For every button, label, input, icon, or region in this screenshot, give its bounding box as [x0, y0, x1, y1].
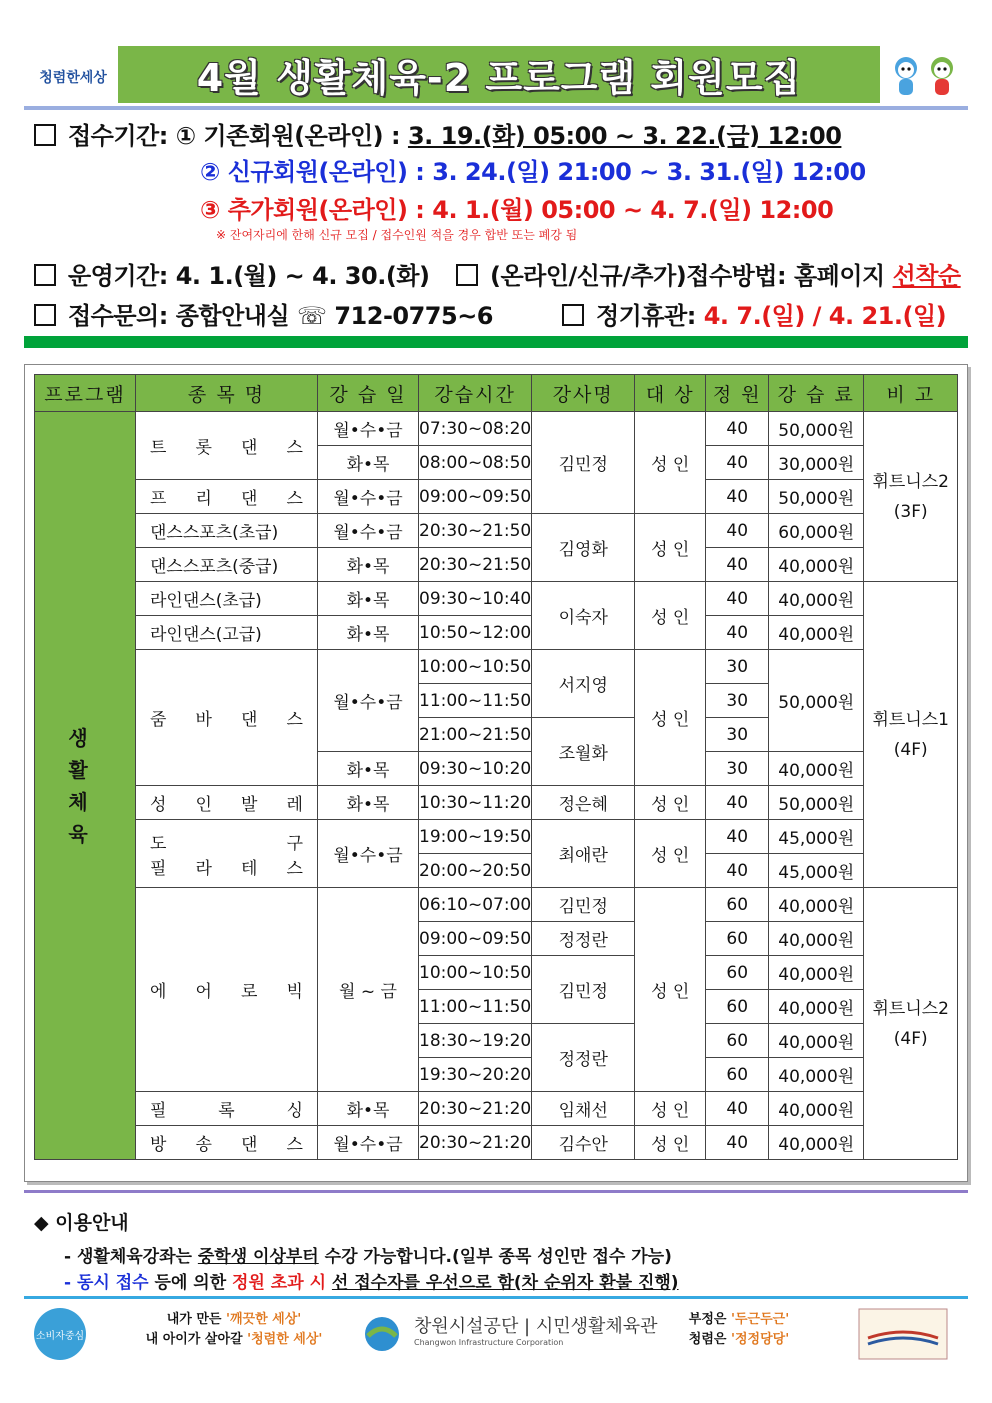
name-char: 줌 — [150, 710, 167, 730]
program-name — [136, 705, 317, 730]
program-name-cell — [136, 786, 318, 820]
op-period: 4. 1.(월) ~ 4. 30.(화) — [175, 262, 430, 290]
inquiry-label: 접수문의: — [68, 302, 168, 330]
fee-cell: 40,000원 — [769, 1024, 864, 1058]
table-row — [35, 412, 958, 446]
reg-3-num: ③ — [200, 196, 220, 224]
checkbox-icon — [34, 304, 56, 326]
name-char: 라 — [195, 858, 212, 879]
title-banner — [118, 46, 880, 103]
program-name — [136, 977, 317, 1002]
slogan-left — [134, 1310, 334, 1350]
method-value: 홈페이지 — [793, 262, 885, 290]
fee-cell: 50,000원 — [769, 650, 864, 752]
closed-value: 4. 7.(일) / 4. 21.(일) — [703, 302, 947, 330]
fee-cell: 45,000원 — [769, 820, 864, 854]
time-cell: 20:30~21:20 — [419, 1092, 532, 1126]
fee-cell: 40,000원 — [769, 616, 864, 650]
table-row — [35, 1092, 958, 1126]
guide-text-blue: 동시 접수 — [76, 1273, 149, 1293]
fee-cell: 40,000원 — [769, 752, 864, 786]
teacher-cell: 임채선 — [532, 1092, 635, 1126]
colon: : — [415, 158, 425, 186]
org-name: 창원시설공단 | 시민생활체육관 — [414, 1316, 658, 1337]
day-cell: 화•목 — [318, 446, 419, 480]
name-char: 댄스스포츠(초급) — [150, 523, 279, 543]
col-header: 프로그램 — [35, 375, 136, 412]
teacher-cell: 정은혜 — [532, 786, 635, 820]
name-char: 스 — [286, 858, 303, 879]
fee-cell: 40,000원 — [769, 888, 864, 922]
program-name-cell — [136, 514, 318, 548]
program-name-cell — [136, 582, 318, 616]
table-row — [35, 820, 958, 854]
method-highlight: 선착순 — [892, 262, 961, 290]
name-char: 라인댄스(고급) — [150, 625, 262, 645]
col-header: 대 상 — [635, 375, 706, 412]
name-char: 방 — [150, 1135, 167, 1155]
fee-cell: 40,000원 — [769, 956, 864, 990]
col-header: 비 고 — [864, 375, 958, 412]
guide-line-1 — [64, 1242, 672, 1267]
capacity-cell: 40 — [706, 616, 769, 650]
program-name-line2 — [136, 854, 317, 879]
name-char: 필 — [150, 858, 167, 879]
slogan-highlight: '깨끗한 세상' — [226, 1312, 302, 1327]
guide-text: 등에 의한 — [154, 1273, 227, 1293]
guide-text: - 생활체육강좌는 — [64, 1247, 192, 1267]
program-table — [34, 374, 958, 1160]
name-char: 로 — [241, 982, 258, 1002]
table-header-row — [35, 375, 958, 412]
name-char: 댄 — [241, 710, 258, 730]
day-cell: 화•목 — [318, 616, 419, 650]
note-cell: 휘트니스1 (4F) — [864, 582, 958, 888]
capacity-cell: 40 — [706, 1092, 769, 1126]
program-name — [136, 829, 317, 854]
name-char: 송 — [195, 1135, 212, 1155]
name-char: 트 — [150, 438, 167, 458]
teacher-cell: 서지영 — [532, 650, 635, 718]
day-cell: 화•목 — [318, 582, 419, 616]
slogan-right — [664, 1310, 814, 1350]
teacher-cell: 정정란 — [532, 1024, 635, 1092]
target-cell: 성 인 — [635, 412, 706, 514]
category-cell — [35, 412, 136, 1160]
capacity-cell: 40 — [706, 548, 769, 582]
inquiry — [34, 296, 493, 331]
colon: : — [390, 122, 401, 150]
time-cell: 07:30~08:20 — [419, 412, 532, 446]
capacity-cell: 60 — [706, 1058, 769, 1092]
name-char: 록 — [218, 1101, 235, 1121]
program-name — [136, 1096, 317, 1121]
target-cell: 성 인 — [635, 514, 706, 582]
teacher-cell: 김수안 — [532, 1126, 635, 1160]
time-cell: 10:00~10:50 — [419, 650, 532, 684]
certificate-icon — [858, 1308, 948, 1360]
time-cell: 10:00~10:50 — [419, 956, 532, 990]
section-divider — [24, 336, 968, 348]
reg-1-num: ① — [175, 122, 196, 150]
guide-text: 수강 가능합니다.(일부 종목 성인만 접수 가능) — [324, 1247, 672, 1267]
table-row — [35, 650, 958, 684]
name-char: 댄 — [241, 1135, 258, 1155]
mascot-icon — [886, 50, 966, 100]
reg-2-label: 신규회원(온라인) — [227, 158, 408, 186]
col-header: 강사명 — [532, 375, 635, 412]
name-char: 댄 — [241, 438, 258, 458]
name-char: 바 — [195, 710, 212, 730]
org-en: Changwon Infrastructure Corporation — [414, 1338, 564, 1347]
name-char: 에 — [150, 982, 167, 1002]
logo-text: 청렴한세상 — [39, 70, 107, 86]
fee-cell: 40,000원 — [769, 922, 864, 956]
teacher-cell: 김민정 — [532, 412, 635, 514]
time-cell: 19:00~19:50 — [419, 820, 532, 854]
slogan-highlight: '두근두근' — [731, 1312, 790, 1327]
reg-3-period: 4. 1.(월) 05:00 ~ 4. 7.(일) 12:00 — [432, 196, 834, 224]
note-cell: 휘트니스2 (4F) — [864, 888, 958, 1160]
time-cell: 09:00~09:50 — [419, 480, 532, 514]
time-cell: 20:00~20:50 — [419, 854, 532, 888]
checkbox-icon — [456, 264, 478, 286]
day-cell: 월•수•금 — [318, 412, 419, 446]
table-bottom-divider — [24, 1190, 968, 1193]
time-cell: 10:50~12:00 — [419, 616, 532, 650]
day-cell: 월•수•금 — [318, 514, 419, 548]
registration-method — [456, 256, 961, 291]
cleanliness-logo — [38, 55, 108, 99]
target-cell: 성 인 — [635, 786, 706, 820]
capacity-cell: 30 — [706, 752, 769, 786]
guide-text-underline: 선 접수자를 우선으로 함(차 순위자 환불 진행) — [331, 1273, 679, 1293]
fee-cell: 45,000원 — [769, 854, 864, 888]
name-char: 테 — [241, 858, 258, 879]
table-row — [35, 548, 958, 582]
reg-label: 접수기간: — [68, 122, 168, 150]
teacher-cell: 이숙자 — [532, 582, 635, 650]
fee-cell: 40,000원 — [769, 1126, 864, 1160]
time-cell: 18:30~19:20 — [419, 1024, 532, 1058]
table-row — [35, 616, 958, 650]
name-char: 스 — [286, 710, 303, 730]
slogan-text: 부정은 — [688, 1312, 727, 1327]
day-cell: 월•수•금 — [318, 1126, 419, 1160]
program-name — [136, 552, 317, 577]
time-cell: 11:00~11:50 — [419, 684, 532, 718]
operation-period — [34, 256, 429, 291]
name-char: 발 — [241, 795, 258, 815]
program-name-cell — [136, 888, 318, 1092]
program-name-cell — [136, 1126, 318, 1160]
name-char: 롯 — [195, 438, 212, 458]
registration-period-1 — [34, 116, 841, 151]
capacity-cell: 40 — [706, 786, 769, 820]
time-cell: 06:10~07:00 — [419, 888, 532, 922]
target-cell: 성 인 — [635, 820, 706, 888]
method-label: (온라인/신규/추가)접수방법: — [490, 262, 787, 290]
registration-note: ※ 잔여자리에 한해 신규 모집 / 접수인원 적을 경우 합반 또는 폐강 됨 — [216, 228, 578, 242]
capacity-cell: 60 — [706, 922, 769, 956]
colon: : — [415, 196, 425, 224]
name-char: 어 — [195, 982, 212, 1002]
reg-2-period: 3. 24.(일) 21:00 ~ 3. 31.(일) 12:00 — [432, 158, 866, 186]
capacity-cell: 40 — [706, 582, 769, 616]
capacity-cell: 40 — [706, 820, 769, 854]
slogan-highlight: '청렴한 세상' — [247, 1332, 323, 1347]
fee-cell: 30,000원 — [769, 446, 864, 480]
note-cell: 휘트니스2 (3F) — [864, 412, 958, 582]
program-name-cell — [136, 480, 318, 514]
fee-cell: 60,000원 — [769, 514, 864, 548]
slogan-text: 내 아이가 살아갈 — [145, 1332, 243, 1347]
page-title: 4월 생활체육-2 프로그램 회원모집 — [196, 56, 802, 100]
name-char: 도 — [150, 833, 167, 854]
guide-text-underline: 중학생 이상부터 — [197, 1247, 319, 1267]
capacity-cell: 60 — [706, 1024, 769, 1058]
program-name-cell — [136, 548, 318, 582]
time-cell: 20:30~21:50 — [419, 514, 532, 548]
day-cell: 월•수•금 — [318, 820, 419, 888]
name-char: 싱 — [286, 1101, 303, 1121]
target-cell: 성 인 — [635, 582, 706, 650]
reg-1-period: 3. 19.(화) 05:00 ~ 3. 22.(금) 12:00 — [407, 122, 842, 150]
name-char: 프 — [150, 489, 167, 509]
capacity-cell: 40 — [706, 480, 769, 514]
capacity-cell: 30 — [706, 718, 769, 752]
target-cell: 성 인 — [635, 1092, 706, 1126]
day-cell: 화•목 — [318, 548, 419, 582]
footer-divider — [24, 1296, 968, 1299]
program-name-cell — [136, 1092, 318, 1126]
program-name — [136, 1130, 317, 1155]
guide-line-2 — [64, 1268, 679, 1293]
day-cell: 화•목 — [318, 752, 419, 786]
capacity-cell: 60 — [706, 888, 769, 922]
slogan-highlight: '정정당당' — [731, 1332, 790, 1347]
capacity-cell: 40 — [706, 514, 769, 548]
checkbox-icon — [34, 264, 56, 286]
col-header: 강습시간 — [419, 375, 532, 412]
capacity-cell: 40 — [706, 412, 769, 446]
name-char: 스 — [286, 438, 303, 458]
table-row — [35, 480, 958, 514]
ccm-badge — [34, 1308, 86, 1360]
time-cell: 08:00~08:50 — [419, 446, 532, 480]
time-cell: 20:30~21:50 — [419, 548, 532, 582]
org-emblem-icon — [362, 1314, 402, 1354]
time-cell: 21:00~21:50 — [419, 718, 532, 752]
org-sub: 시민생활체육관 — [535, 1316, 658, 1337]
name-char: 구 — [286, 833, 303, 854]
category-label: 생 활 체 육 — [68, 725, 102, 846]
op-label: 운영기간: — [68, 262, 168, 290]
registration-period-2 — [200, 152, 866, 187]
fee-cell: 50,000원 — [769, 480, 864, 514]
table-row — [35, 786, 958, 820]
teacher-cell: 김영화 — [532, 514, 635, 582]
day-cell: 화•목 — [318, 786, 419, 820]
capacity-cell: 40 — [706, 1126, 769, 1160]
teacher-cell: 조월화 — [532, 718, 635, 786]
program-name — [136, 620, 317, 645]
table-row — [35, 514, 958, 548]
time-cell: 10:30~11:20 — [419, 786, 532, 820]
name-char: 리 — [195, 489, 212, 509]
checkbox-icon — [34, 124, 56, 146]
table-row — [35, 1126, 958, 1160]
name-char: 스 — [286, 1135, 303, 1155]
table-row — [35, 582, 958, 616]
capacity-cell: 60 — [706, 990, 769, 1024]
name-char: 성 — [150, 795, 167, 815]
fee-cell: 40,000원 — [769, 1058, 864, 1092]
slogan-text: 내가 만든 — [166, 1312, 222, 1327]
program-name — [136, 484, 317, 509]
closed-label: 정기휴관: — [596, 302, 696, 330]
regular-closure — [562, 296, 946, 331]
program-name-cell — [136, 616, 318, 650]
target-cell: 성 인 — [635, 650, 706, 786]
time-cell: 20:30~21:20 — [419, 1126, 532, 1160]
target-cell: 성 인 — [635, 888, 706, 1092]
teacher-cell: 김민정 — [532, 888, 635, 922]
name-char: 빅 — [286, 982, 303, 1002]
fee-cell: 40,000원 — [769, 990, 864, 1024]
name-char: 댄스스포츠(중급) — [150, 557, 279, 577]
program-name — [136, 790, 317, 815]
name-char: 댄 — [241, 489, 258, 509]
program-name-cell — [136, 650, 318, 786]
col-header: 강 습 일 — [318, 375, 419, 412]
guide-title-text: 이용안내 — [55, 1212, 129, 1234]
program-name — [136, 433, 317, 458]
fee-cell: 40,000원 — [769, 1092, 864, 1126]
footer — [24, 1302, 968, 1372]
reg-2-num: ② — [200, 158, 220, 186]
reg-1-label: 기존회원(온라인) — [203, 122, 384, 150]
name-char: 인 — [195, 795, 212, 815]
time-cell: 09:00~09:50 — [419, 922, 532, 956]
time-cell: 19:30~20:20 — [419, 1058, 532, 1092]
guide-text-red: 정원 초과 시 — [232, 1273, 326, 1293]
table-row — [35, 888, 958, 922]
program-name-cell — [136, 820, 318, 888]
fee-cell: 50,000원 — [769, 412, 864, 446]
name-char: 라인댄스(초급) — [150, 591, 262, 611]
ccm-text: 소비자중심 — [35, 1330, 85, 1342]
capacity-cell: 40 — [706, 446, 769, 480]
name-char: 레 — [286, 795, 303, 815]
day-cell: 월•수•금 — [318, 650, 419, 752]
fee-cell: 40,000원 — [769, 548, 864, 582]
program-name — [136, 586, 317, 611]
teacher-cell: 김민정 — [532, 956, 635, 1024]
day-cell: 화•목 — [318, 1092, 419, 1126]
guide-text: - — [64, 1273, 72, 1293]
teacher-cell: 최애란 — [532, 820, 635, 888]
time-cell: 11:00~11:50 — [419, 990, 532, 1024]
teacher-cell: 정정란 — [532, 922, 635, 956]
name-char: 필 — [150, 1101, 167, 1121]
target-cell: 성 인 — [635, 1126, 706, 1160]
capacity-cell: 60 — [706, 956, 769, 990]
capacity-cell: 30 — [706, 684, 769, 718]
col-header: 종 목 명 — [136, 375, 318, 412]
registration-period-3 — [200, 190, 833, 225]
guide-title: ◆ 이용안내 — [34, 1212, 129, 1234]
program-name-cell — [136, 412, 318, 480]
fee-cell: 50,000원 — [769, 786, 864, 820]
col-header: 강 습 료 — [769, 375, 864, 412]
col-header: 정 원 — [706, 375, 769, 412]
program-name — [136, 518, 317, 543]
capacity-cell: 30 — [706, 650, 769, 684]
reg-3-label: 추가회원(온라인) — [227, 196, 408, 224]
day-cell: 월 ~ 금 — [318, 888, 419, 1092]
capacity-cell: 40 — [706, 854, 769, 888]
checkbox-icon — [562, 304, 584, 326]
slogan-text: 청렴은 — [688, 1332, 727, 1347]
time-cell: 09:30~10:40 — [419, 582, 532, 616]
time-cell: 09:30~10:20 — [419, 752, 532, 786]
fee-cell: 40,000원 — [769, 582, 864, 616]
org-title: 창원시설공단 — [414, 1316, 519, 1337]
day-cell: 월•수•금 — [318, 480, 419, 514]
header-divider — [24, 106, 968, 110]
inquiry-value: 종합안내실 ☏ 712-0775~6 — [175, 302, 494, 330]
name-char: 스 — [286, 489, 303, 509]
